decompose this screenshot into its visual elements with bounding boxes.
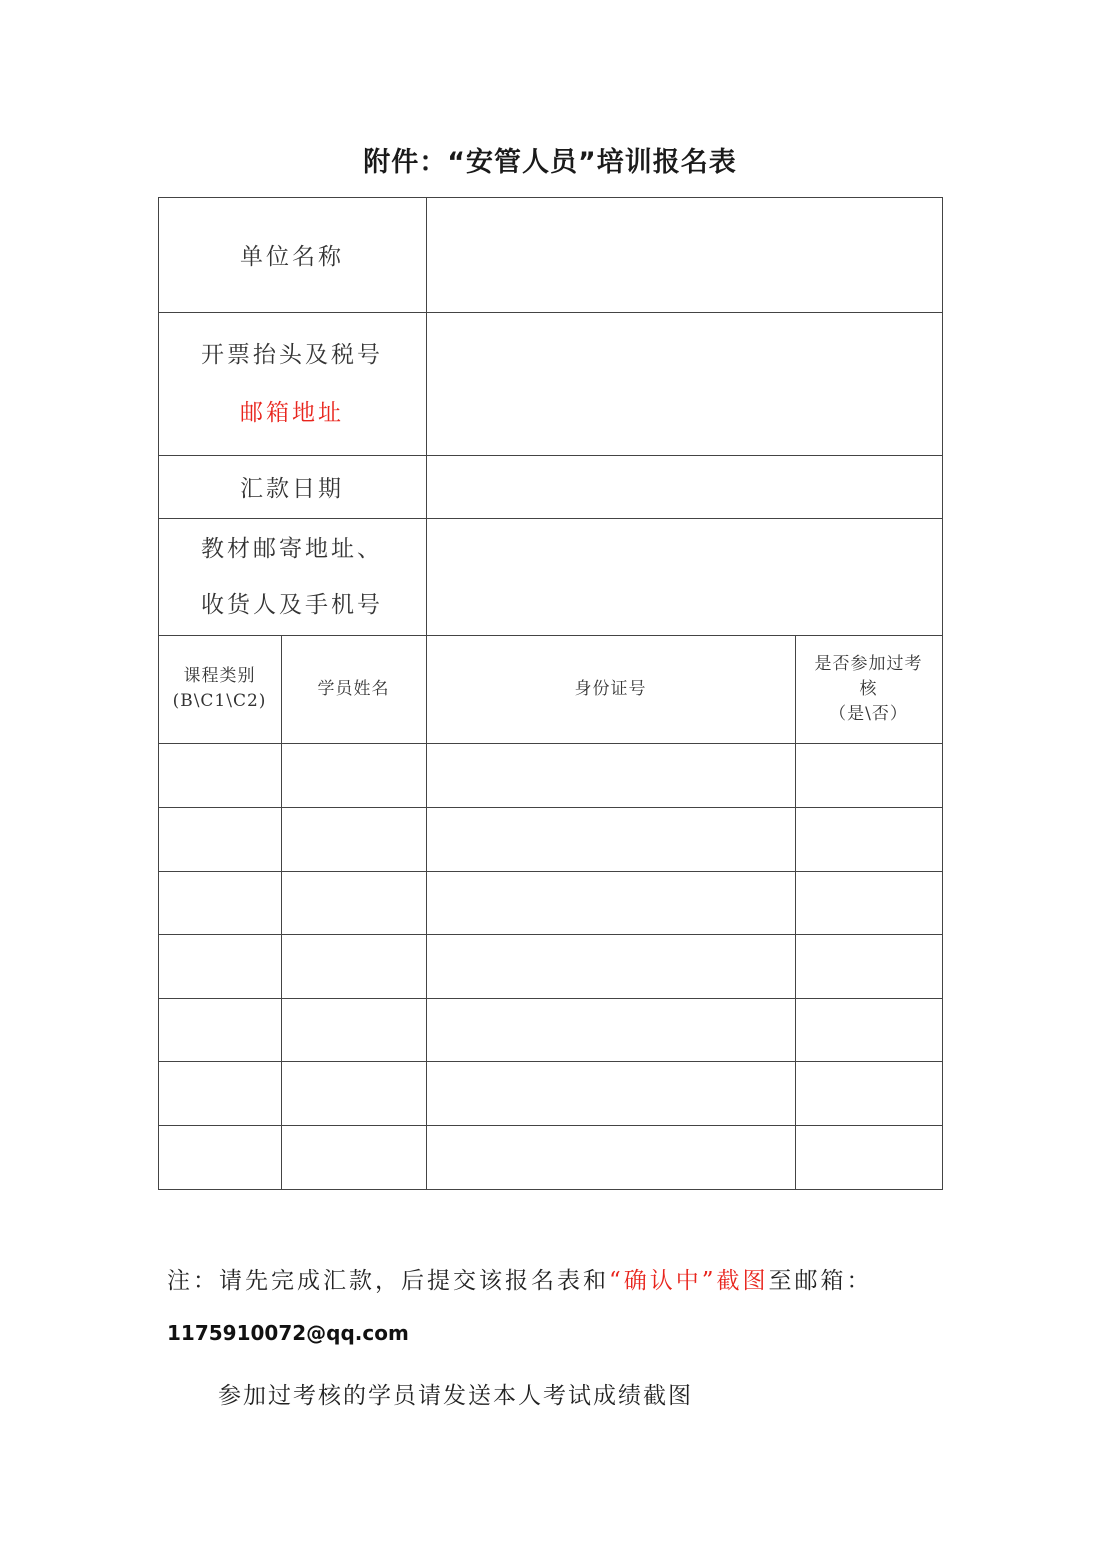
header-assessed (795, 635, 942, 743)
header-assessed-line1: 是否参加过考 (814, 653, 923, 674)
note-prefix: 注：请先完成汇款，后提交该报名表和 (167, 1268, 609, 1294)
invoice-label-cell (158, 312, 426, 455)
unit-name-label: 单位名称 (240, 244, 344, 270)
table-border-bottom (158, 1189, 943, 1190)
note-highlight: “确认中”截图 (609, 1268, 769, 1294)
row-divider (158, 934, 943, 935)
header-course-type-line2: (B\C1\C2) (172, 691, 267, 711)
row-divider (158, 1061, 943, 1062)
invoice-email-field[interactable] (427, 313, 942, 455)
invoice-title-tax-label: 开票抬头及税号 (201, 341, 383, 368)
note-suffix: 至邮箱： (768, 1268, 873, 1294)
payment-date-field[interactable] (427, 456, 942, 518)
header-assessed-line2: 核 (859, 678, 878, 699)
email-address-label: 邮箱地址 (240, 399, 344, 426)
payment-date-label: 汇款日期 (240, 476, 344, 502)
table-border-right (942, 197, 943, 1190)
mailing-address-field[interactable] (427, 519, 942, 635)
recipient-phone-label: 收货人及手机号 (201, 591, 383, 618)
mailing-label-cell (158, 518, 426, 635)
row-divider (158, 871, 943, 872)
row-divider (158, 743, 943, 744)
contact-email: 1175910072@qq.com (167, 1321, 409, 1345)
note-line (167, 1262, 873, 1295)
header-course-type-line1: 课程类别 (183, 666, 256, 686)
header-course-type (158, 635, 281, 743)
mailing-address-label: 教材邮寄地址、 (201, 535, 383, 562)
row-divider (158, 807, 943, 808)
unit-name-field[interactable] (427, 198, 942, 312)
note-line-2: 参加过考核的学员请发送本人考试成绩截图 (218, 1383, 693, 1409)
header-assessed-line3: （是\否） (829, 703, 908, 724)
header-student-name: 学员姓名 (317, 678, 390, 699)
header-id-number: 身份证号 (574, 678, 647, 699)
row-divider (158, 1125, 943, 1126)
registration-form-table (158, 197, 943, 1190)
page-title: 附件：“安管人员”培训报名表 (363, 147, 737, 178)
row-divider (158, 998, 943, 999)
